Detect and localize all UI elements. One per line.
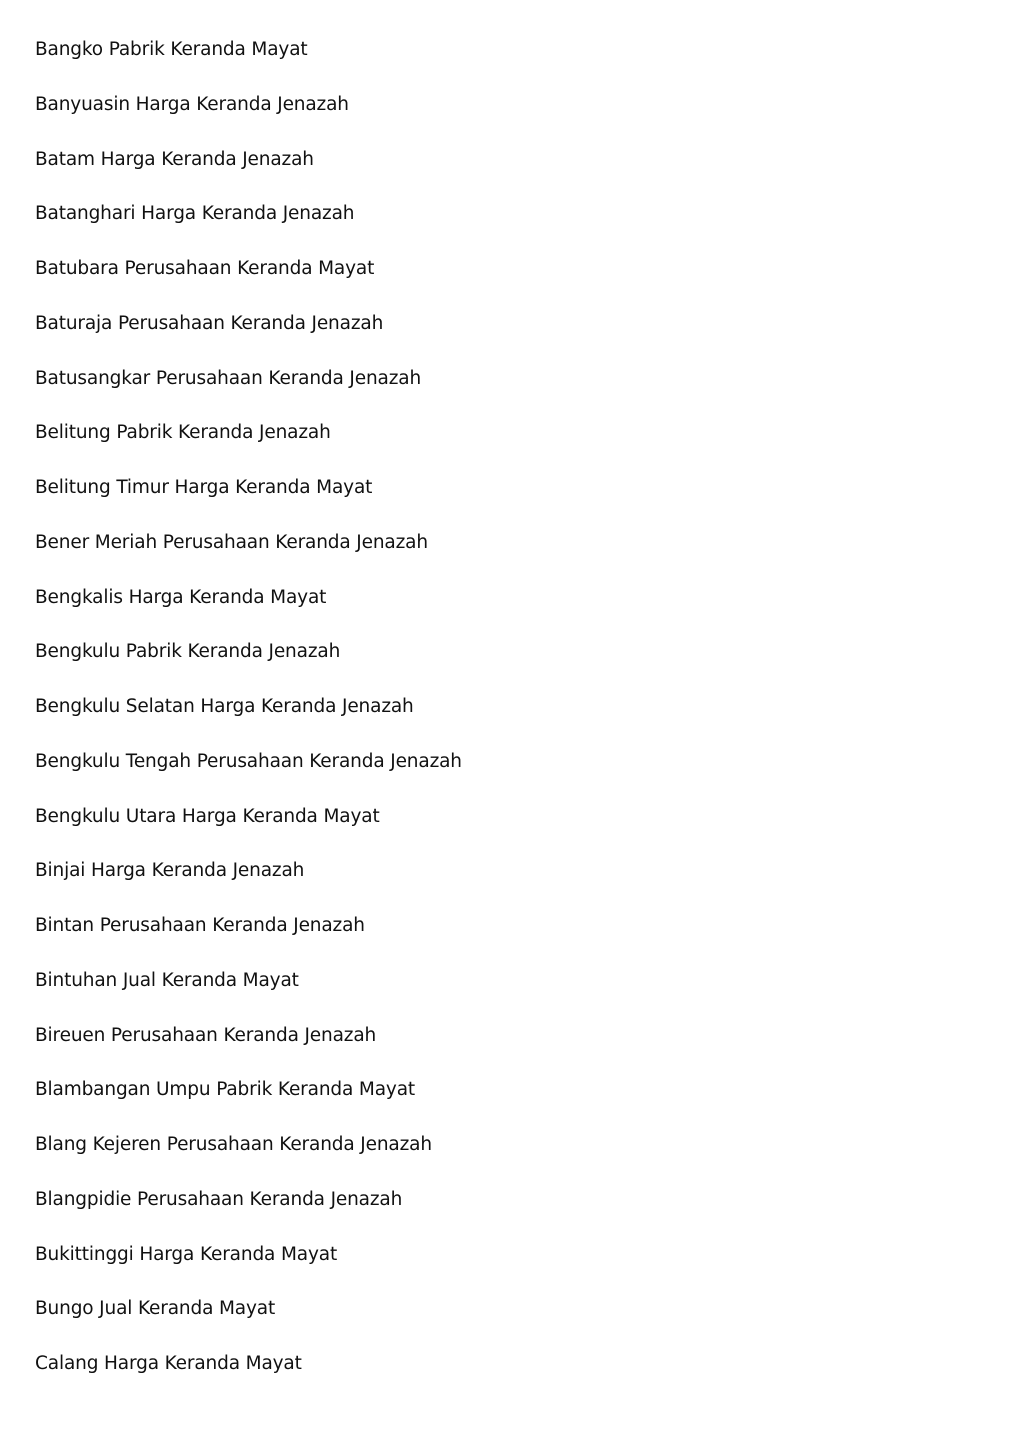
list-item: Baturaja Perusahaan Keranda Jenazah bbox=[35, 312, 384, 334]
list-item: Belitung Timur Harga Keranda Mayat bbox=[35, 477, 373, 498]
list-item: Bintuhan Jual Keranda Mayat bbox=[35, 969, 299, 991]
list-item: Bener Meriah Perusahaan Keranda Jenazah bbox=[35, 531, 428, 553]
list-item: Blang Kejeren Perusahaan Keranda Jenazah bbox=[35, 1134, 432, 1155]
list-item: Bengkulu Pabrik Keranda Jenazah bbox=[35, 641, 341, 663]
list-item: Bengkulu Selatan Harga Keranda Jenazah bbox=[35, 696, 414, 717]
list-item: Batanghari Harga Keranda Jenazah bbox=[35, 203, 355, 225]
list-item: Bangko Pabrik Keranda Mayat bbox=[35, 39, 308, 60]
list-item: Batusangkar Perusahaan Keranda Jenazah bbox=[35, 367, 422, 389]
list-item: Blangpidie Perusahaan Keranda Jenazah bbox=[35, 1188, 403, 1210]
list-item: Bengkalis Harga Keranda Mayat bbox=[35, 586, 327, 608]
list-item: Batubara Perusahaan Keranda Mayat bbox=[35, 258, 375, 279]
list-item: Bengkulu Tengah Perusahaan Keranda Jenazah bbox=[35, 750, 462, 772]
entry-list bbox=[35, 37, 462, 1406]
list-item: Bireuen Perusahaan Keranda Jenazah bbox=[35, 1024, 377, 1046]
list-item: Bintan Perusahaan Keranda Jenazah bbox=[35, 915, 365, 936]
list-item: Belitung Pabrik Keranda Jenazah bbox=[35, 422, 331, 444]
list-item: Bungo Jual Keranda Mayat bbox=[35, 1298, 276, 1320]
list-item: Batam Harga Keranda Jenazah bbox=[35, 148, 314, 170]
list-item: Banyuasin Harga Keranda Jenazah bbox=[35, 93, 349, 115]
list-item: Calang Harga Keranda Mayat bbox=[35, 1353, 302, 1374]
list-item: Bengkulu Utara Harga Keranda Mayat bbox=[35, 805, 380, 827]
list-item: Blambangan Umpu Pabrik Keranda Mayat bbox=[35, 1079, 415, 1101]
list-item: Binjai Harga Keranda Jenazah bbox=[35, 860, 305, 882]
list-item: Bukittinggi Harga Keranda Mayat bbox=[35, 1243, 338, 1265]
